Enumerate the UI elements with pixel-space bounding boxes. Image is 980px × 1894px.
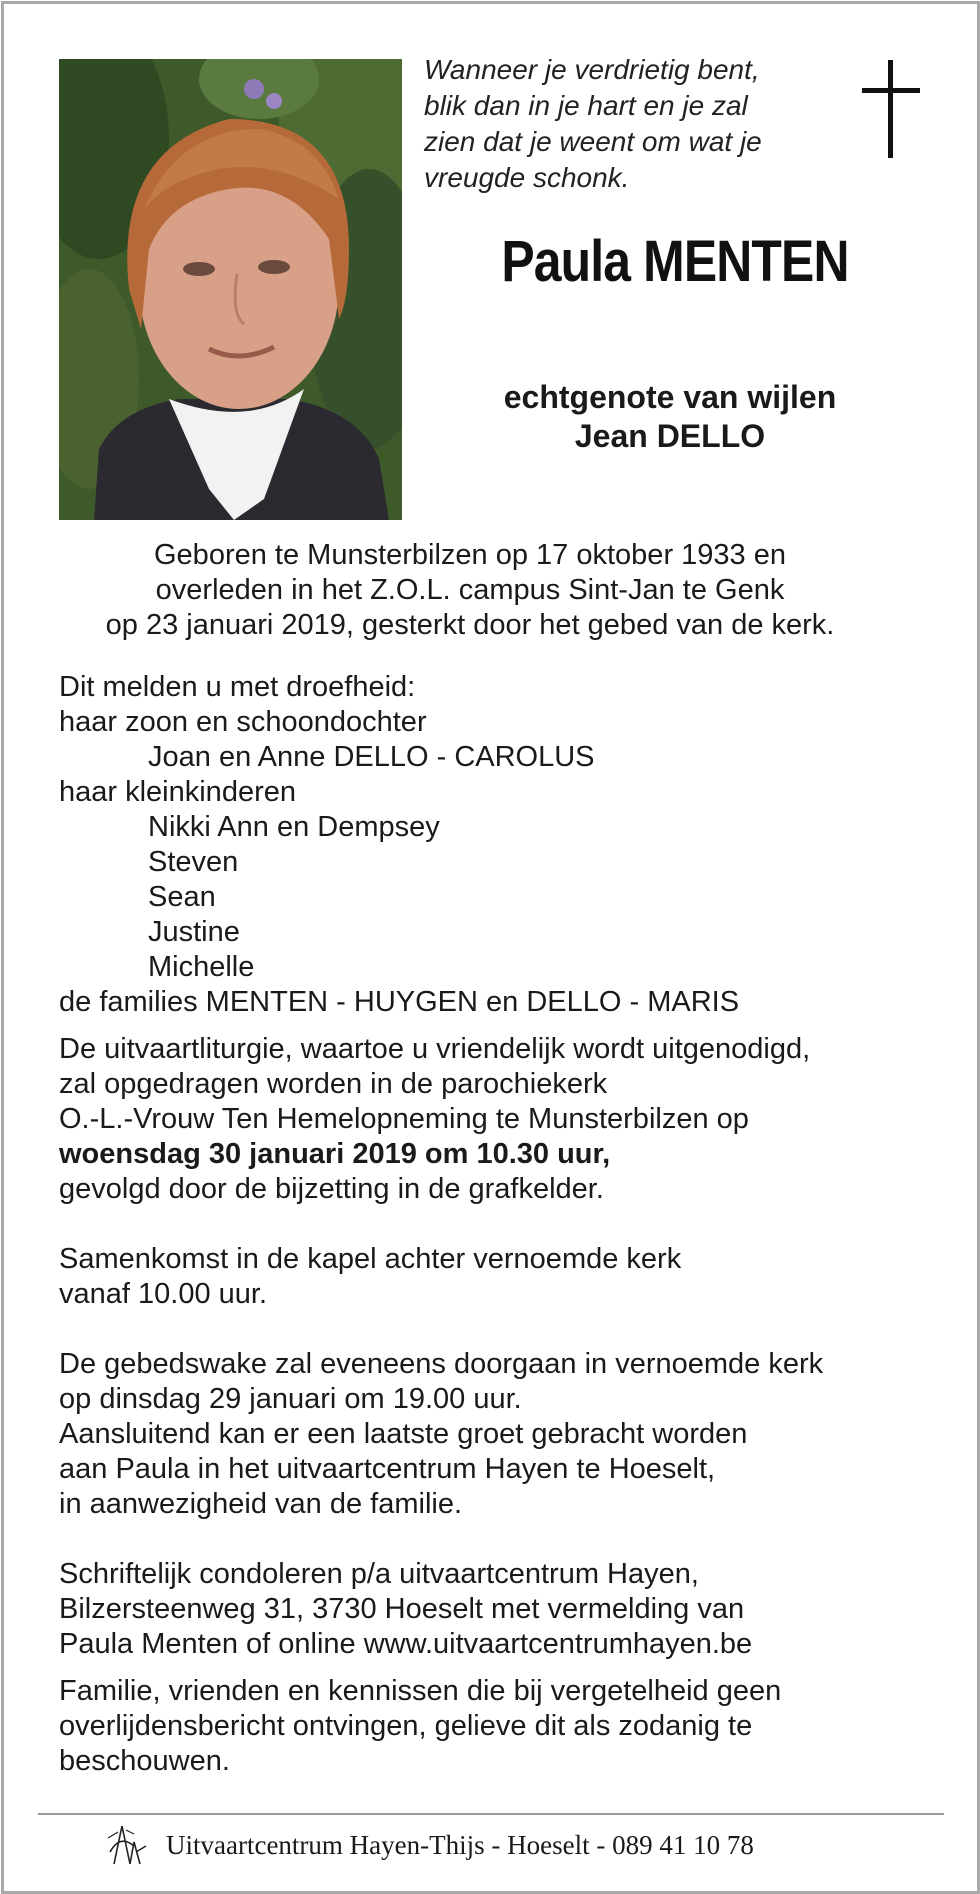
vigil-line: De gebedswake zal eveneens doorgaan in vernoemde kerk (59, 1348, 824, 1380)
gathering-line: vanaf 10.00 uur. (59, 1278, 267, 1310)
notice-line: Familie, vrienden en kennissen die bij vergetelheid geen (59, 1675, 782, 1707)
deceased-name: Paula MENTEN (501, 229, 849, 294)
gathering-line: Samenkomst in de kapel achter vernoemde kerk (59, 1243, 682, 1275)
condolence-line: Schriftelijk condoleren p/a uitvaartcentrum Hayen, (59, 1558, 699, 1590)
footer-divider (38, 1813, 944, 1815)
condolence-line: Paula Menten of online www.uitvaartcentrumhayen.be (59, 1628, 753, 1660)
birth-line: overleden in het Z.O.L. campus Sint-Jan te Genk (155, 574, 785, 606)
cross-icon (862, 60, 920, 160)
spouse-name: Jean DELLO (574, 418, 766, 454)
son-label: haar zoon en schoondochter (59, 706, 427, 738)
poem-line: zien dat je weent om wat je (424, 126, 762, 157)
funeral-date: woensdag 30 januari 2019 om 10.30 uur, (59, 1138, 611, 1170)
poem-line: blik dan in je hart en je zal (424, 90, 748, 121)
family-intro: Dit melden u met droefheid: (59, 671, 416, 703)
grandchild: Michelle (148, 951, 255, 983)
vigil-line: in aanwezigheid van de familie. (59, 1488, 463, 1520)
birth-line: Geboren te Munsterbilzen op 17 oktober 1933 en (154, 539, 786, 571)
funeral-home-info: Uitvaartcentrum Hayen-Thijs - Hoeselt - 089 41 10 78 (166, 1830, 754, 1860)
grandchild: Sean (148, 881, 216, 913)
footer (100, 1820, 900, 1872)
notice-body (59, 670, 919, 1779)
liturgy-line: gevolgd door de bijzetting in de grafkelder. (59, 1173, 604, 1205)
condolence-line: Bilzersteenweg 31, 3730 Hoeselt met vermelding van (59, 1593, 745, 1625)
notice-line: overlijdensbericht ontvingen, gelieve dit als zodanig te (59, 1710, 753, 1742)
grandchild: Steven (148, 846, 239, 878)
liturgy-line: O.-L.-Vrouw Ten Hemelopneming te Munsterbilzen op (59, 1103, 749, 1135)
birth-death-info (40, 538, 900, 643)
vigil-line: op dinsdag 29 januari om 19.00 uur. (59, 1383, 522, 1415)
funeral-home-logo-icon (100, 1822, 152, 1866)
families-line: de families MENTEN - HUYGEN en DELLO - MARIS (59, 986, 740, 1018)
poem-line: Wanneer je verdrietig bent, (424, 54, 760, 85)
grandchild: Justine (148, 916, 240, 948)
spouse-info (440, 378, 900, 456)
son-names: Joan en Anne DELLO - CAROLUS (148, 741, 595, 773)
birth-line: op 23 januari 2019, gesterkt door het gebed van de kerk. (105, 609, 835, 641)
vigil-line: Aansluitend kan er een laatste groet gebracht worden (59, 1418, 748, 1450)
grandchild: Nikki Ann en Dempsey (148, 811, 440, 843)
poem-line: vreugde schonk. (424, 162, 630, 193)
grandchildren-label: haar kleinkinderen (59, 776, 296, 808)
poem (424, 52, 824, 196)
portrait-photo (59, 59, 402, 520)
spouse-relation: echtgenote van wijlen (503, 379, 837, 415)
notice-line: beschouwen. (59, 1745, 230, 1777)
liturgy-line: De uitvaartliturgie, waartoe u vriendelijk wordt uitgenodigd, (59, 1033, 811, 1065)
liturgy-line: zal opgedragen worden in de parochiekerk (59, 1068, 608, 1100)
vigil-line: aan Paula in het uitvaartcentrum Hayen te Hoeselt, (59, 1453, 716, 1485)
